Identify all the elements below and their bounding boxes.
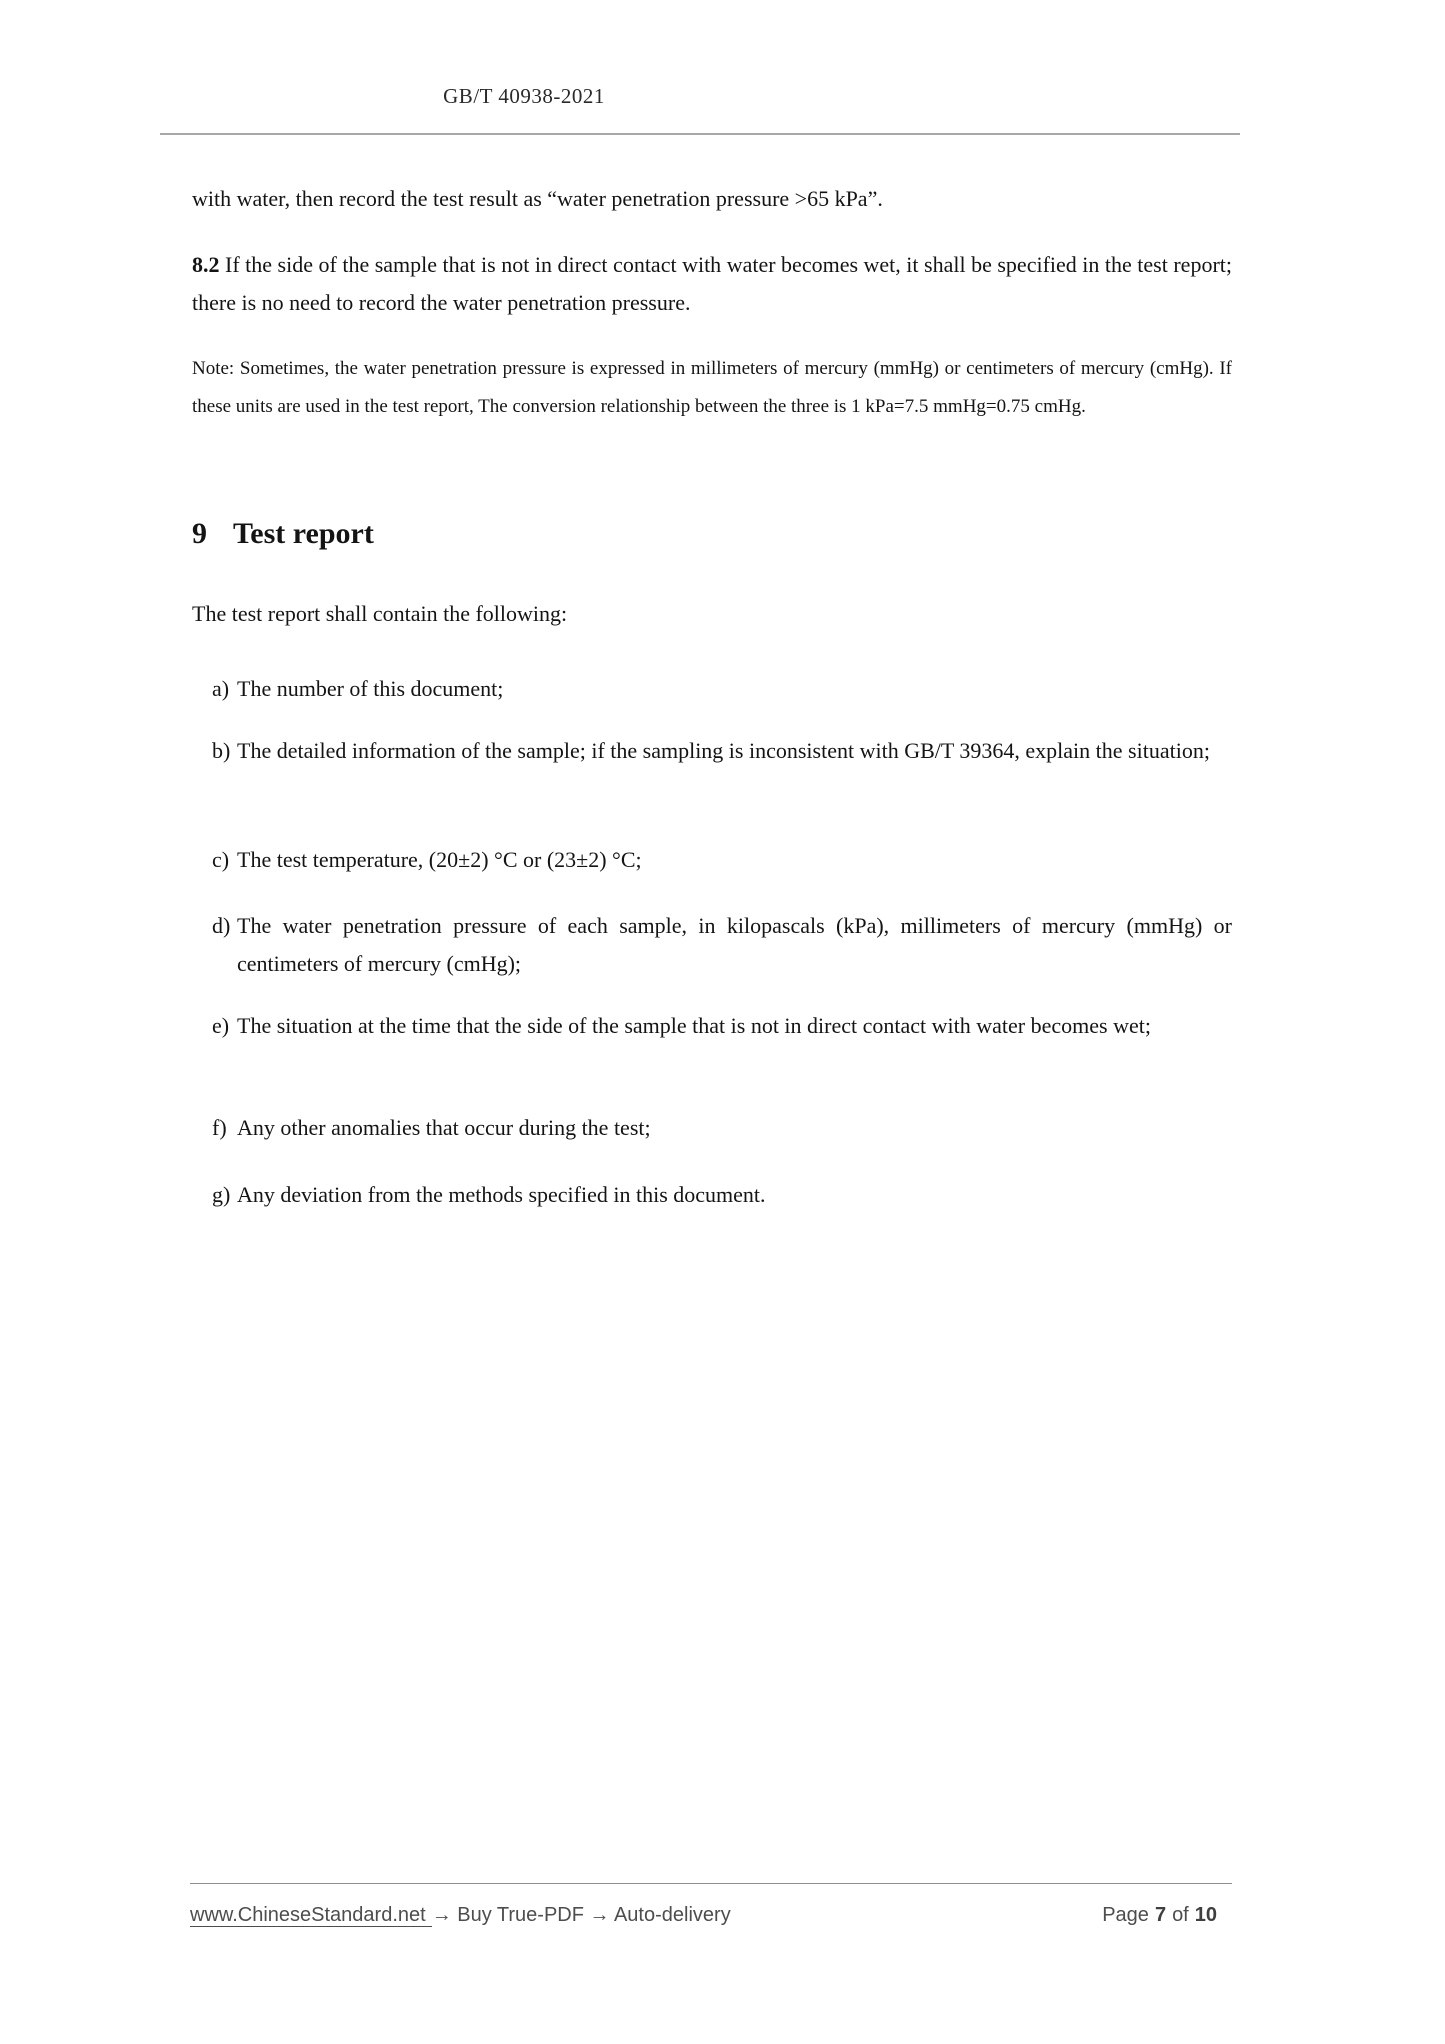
list-marker-b: b) [212,738,231,763]
footer-website-link[interactable]: www.ChineseStandard.net [190,1904,432,1927]
list-text-b: The detailed information of the sample; if the sampling is inconsistent with GB/T 39364, explain the situation; [237,738,1210,763]
list-text-f: Any other anomalies that occur during the test; [237,1115,651,1140]
section-title: Test report [233,517,374,550]
note-paragraph: Note: Sometimes, the water penetration pressure is expressed in millimeters of mercury (mmHg) or centimeters of mercury (cmHg). If these units are used in the test report, The conversion relationship between the three is 1 kPa=7.5 mmHg=0.75 cmHg. [192,358,1232,417]
header-divider [160,133,1240,135]
page-total: 10 [1194,1904,1217,1926]
page-header-doc-number: GB/T 40938-2021 [443,84,605,108]
footer-source-line [190,1902,731,1928]
paragraph-continuation: with water, then record the test result as “water penetration pressure >65 kPa”. [192,186,883,211]
list-text-e: The situation at the time that the side of the sample that is not in direct contact with water becomes wet; [237,1013,1151,1038]
list-item-a [212,670,1232,708]
list-text-g: Any deviation from the methods specified in this document. [237,1182,766,1207]
list-item-f [212,1109,1232,1147]
footer-divider [190,1883,1232,1884]
list-item-d [212,907,1232,983]
clause-number-8-2: 8.2 [192,252,220,277]
section-number: 9 [192,517,207,550]
footer-page-indicator [1102,1902,1217,1928]
section-heading [192,516,374,552]
list-item-e [212,1007,1232,1045]
list-marker-a: a) [212,676,230,701]
list-text-a: The number of this document; [237,676,504,701]
page-current: 7 [1154,1904,1167,1926]
list-item-c [212,841,1232,879]
section-intro: The test report shall contain the following: [192,601,568,626]
list-marker-f: f) [212,1115,227,1140]
paragraph-8-2 [192,246,1232,322]
list-marker-e: e) [212,1013,230,1038]
list-marker-c: c) [212,847,230,872]
list-item-b [212,732,1232,770]
page-of-label: of [1172,1904,1189,1926]
list-marker-d: d) [212,913,231,938]
list-marker-g: g) [212,1182,231,1207]
list-text-c: The test temperature, (20±2) °C or (23±2) °C; [237,847,642,872]
list-item-g [212,1176,1232,1214]
list-text-d: The water penetration pressure of each sample, in kilopascals (kPa), millimeters of mercury (mmHg) or centimeters of mercury (cmHg); [237,913,1232,976]
clause-8-2-text: If the side of the sample that is not in direct contact with water becomes wet, it shall be specified in the test report; there is no need to record the water penetration pressure. [192,252,1232,315]
footer-tagline: → Buy True-PDF → Auto-delivery [431,1904,731,1926]
page-label: Page [1102,1904,1149,1926]
